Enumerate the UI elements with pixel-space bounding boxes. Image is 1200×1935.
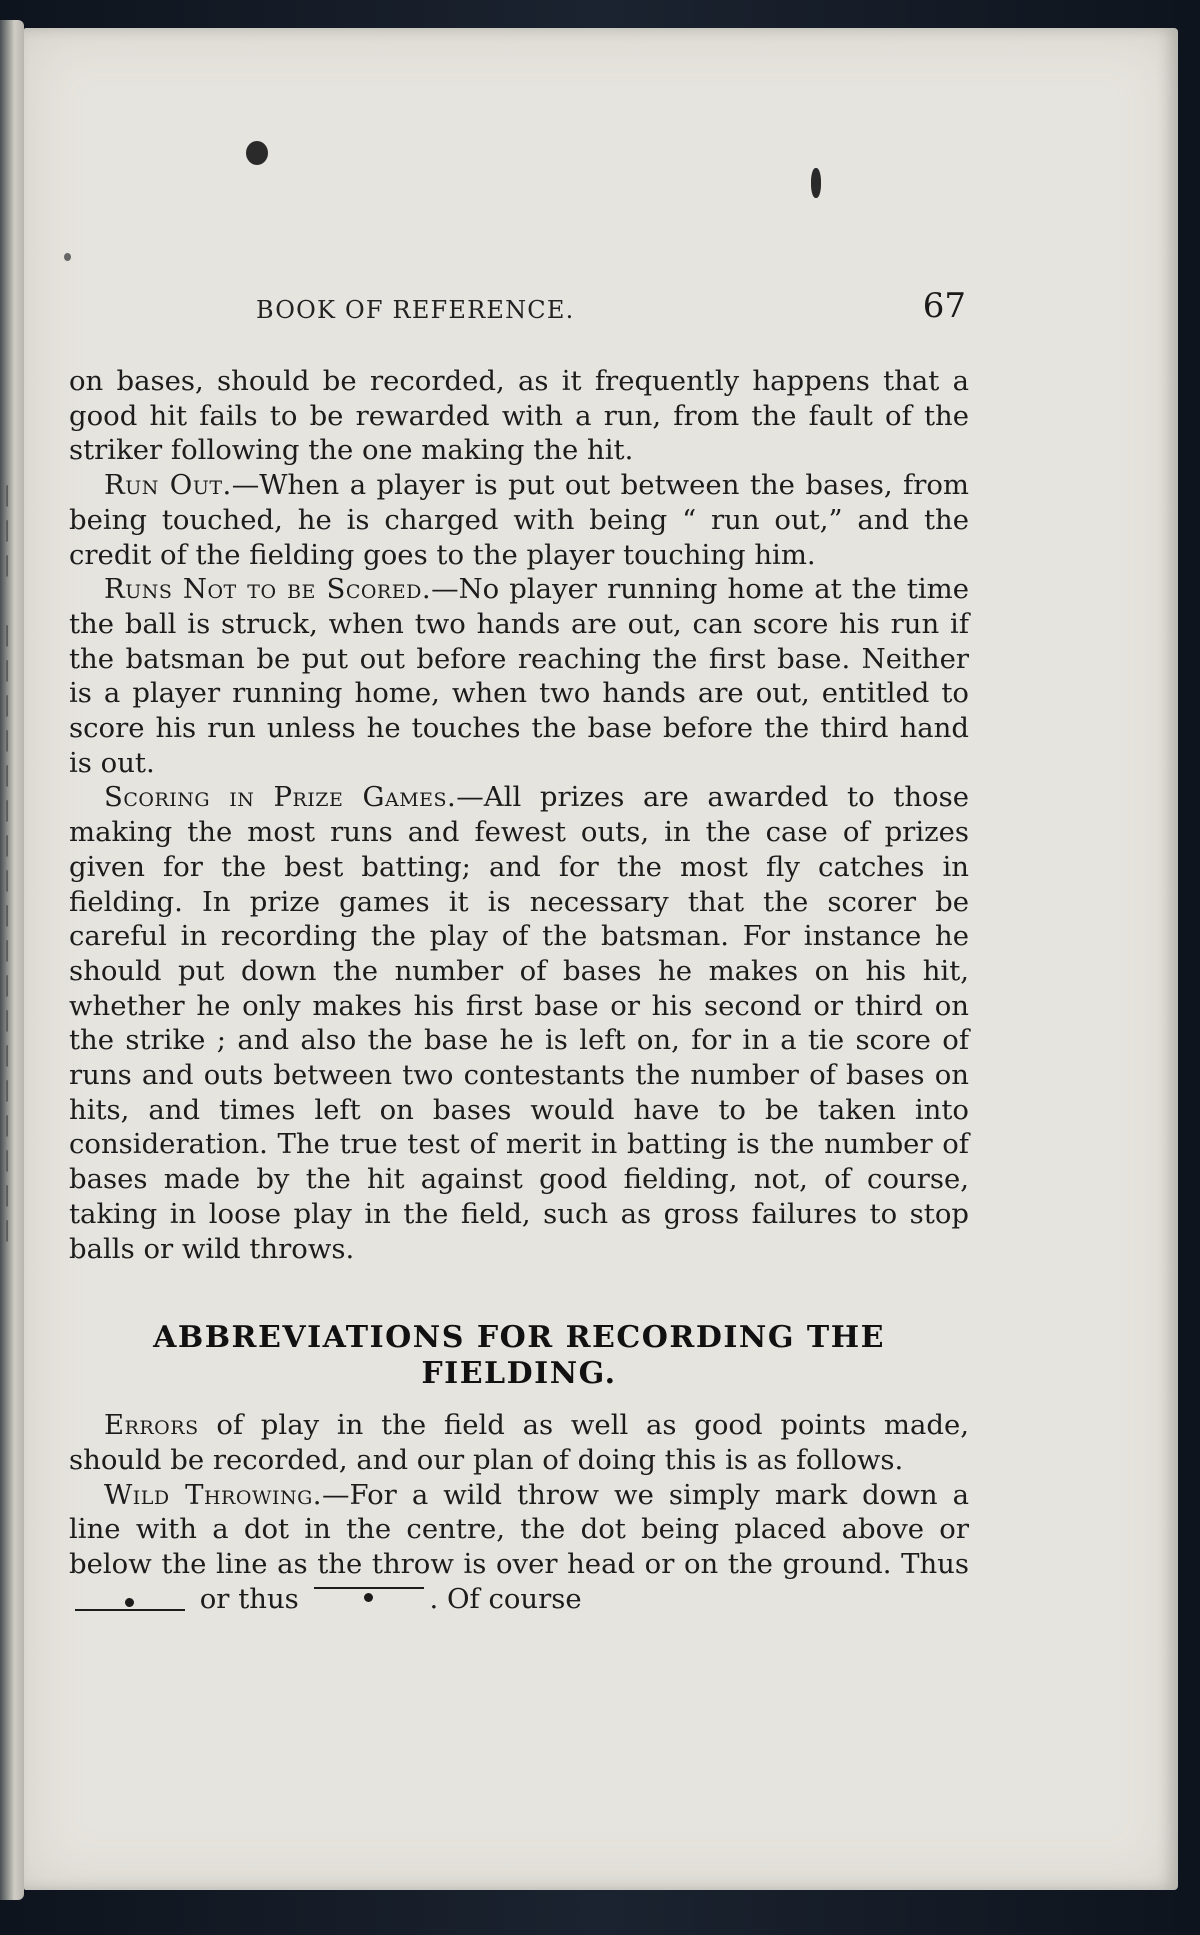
ink-blot [246,141,268,165]
symbol-line [75,1609,185,1611]
paragraph-heading: Wild Throwing. [104,1478,323,1511]
ink-speck [64,253,71,261]
line-dot-above-symbol [310,1587,428,1613]
paragraph-text: —All prizes are awarded to those making the most runs and fewest outs, in the case of prizes given for the best batting; and for the most fly catches in fielding. In prize games it is necessary that the scorer be careful in recording the play of the batsman. For instance he should put down the number of bases he makes on his hit, whether he only makes his first base or his second or third on the strike ; and also the base he is left on, for in a tie score of runs and outs between two contestants the number of bases on hits, and times left on bases would have to be taken into consideration. The true test of merit in batting is the number of bases made by the hit against good fielding, not, of course, taking in loose play in the field, such as gross failures to stop balls or wild throws. [69,781,969,1265]
symbol-line [314,1587,424,1589]
paragraph-scoring-prize-games [69,780,969,1266]
running-head: BOOK OF REFERENCE. [256,296,575,324]
page-number: 67 [922,286,966,326]
paragraph-heading: Scoring in Prize Games. [104,781,457,814]
paragraph-wild-throwing [69,1478,969,1617]
paragraph-heading: Errors [104,1409,199,1442]
symbol-dot [364,1593,373,1602]
paragraph-heading: Run Out. [104,469,232,502]
facing-page-edge [0,20,24,1900]
paragraph-heading: Runs Not to be Scored. [104,573,432,606]
line-dot-below-symbol [71,1587,189,1613]
page-body [69,364,969,1617]
symbol-dot [125,1598,134,1607]
paragraph-text: —For a wild throw we simply mark down a line with a dot in the centre, the dot being placed above or below the line as the throw is over head or on the ground. Thus [69,1478,969,1581]
paragraph-runs-not-scored [69,572,969,780]
ink-blot [811,168,821,198]
paragraph-text: of play in the field as well as good points made, should be recorded, and our plan of doing this is as follows. [69,1409,969,1476]
section-heading: ABBREVIATIONS FOR RECORDING THE FIELDING. [153,1320,885,1392]
facing-page-bleed-marks: ׀ ׀ ׀ ׀ ׀ ׀ ׀ ׀ ׀ ׀ ׀ ׀ ׀ ׀ ׀ ׀ ׀ ׀ ׀ ׀ ׀ [2,487,13,1243]
paragraph-text: —No player running home at the time the ball is struck, when two hands are out, can score his run if the batsman be put out before reaching the first base. Neither is a player running home, when two hands are out, entitled to score his run unless he touches the base before the third hand is out. [69,573,969,779]
paragraph-text: or thus [199,1582,299,1615]
paragraph-errors [69,1408,969,1477]
paragraph-text: . Of course [429,1582,582,1615]
paragraph-text: —When a player is put out between the bases, from being touched, he is charged with being “ run out,” and the credit of the fielding goes to the player touching him. [69,469,970,571]
page-header [256,286,966,334]
paragraph-continuation: on bases, should be recorded, as it frequently happens that a good hit fails to be rewarded with a run, from the fault of the striker following the one making the hit. [69,365,969,467]
paragraph-run-out [69,468,969,572]
